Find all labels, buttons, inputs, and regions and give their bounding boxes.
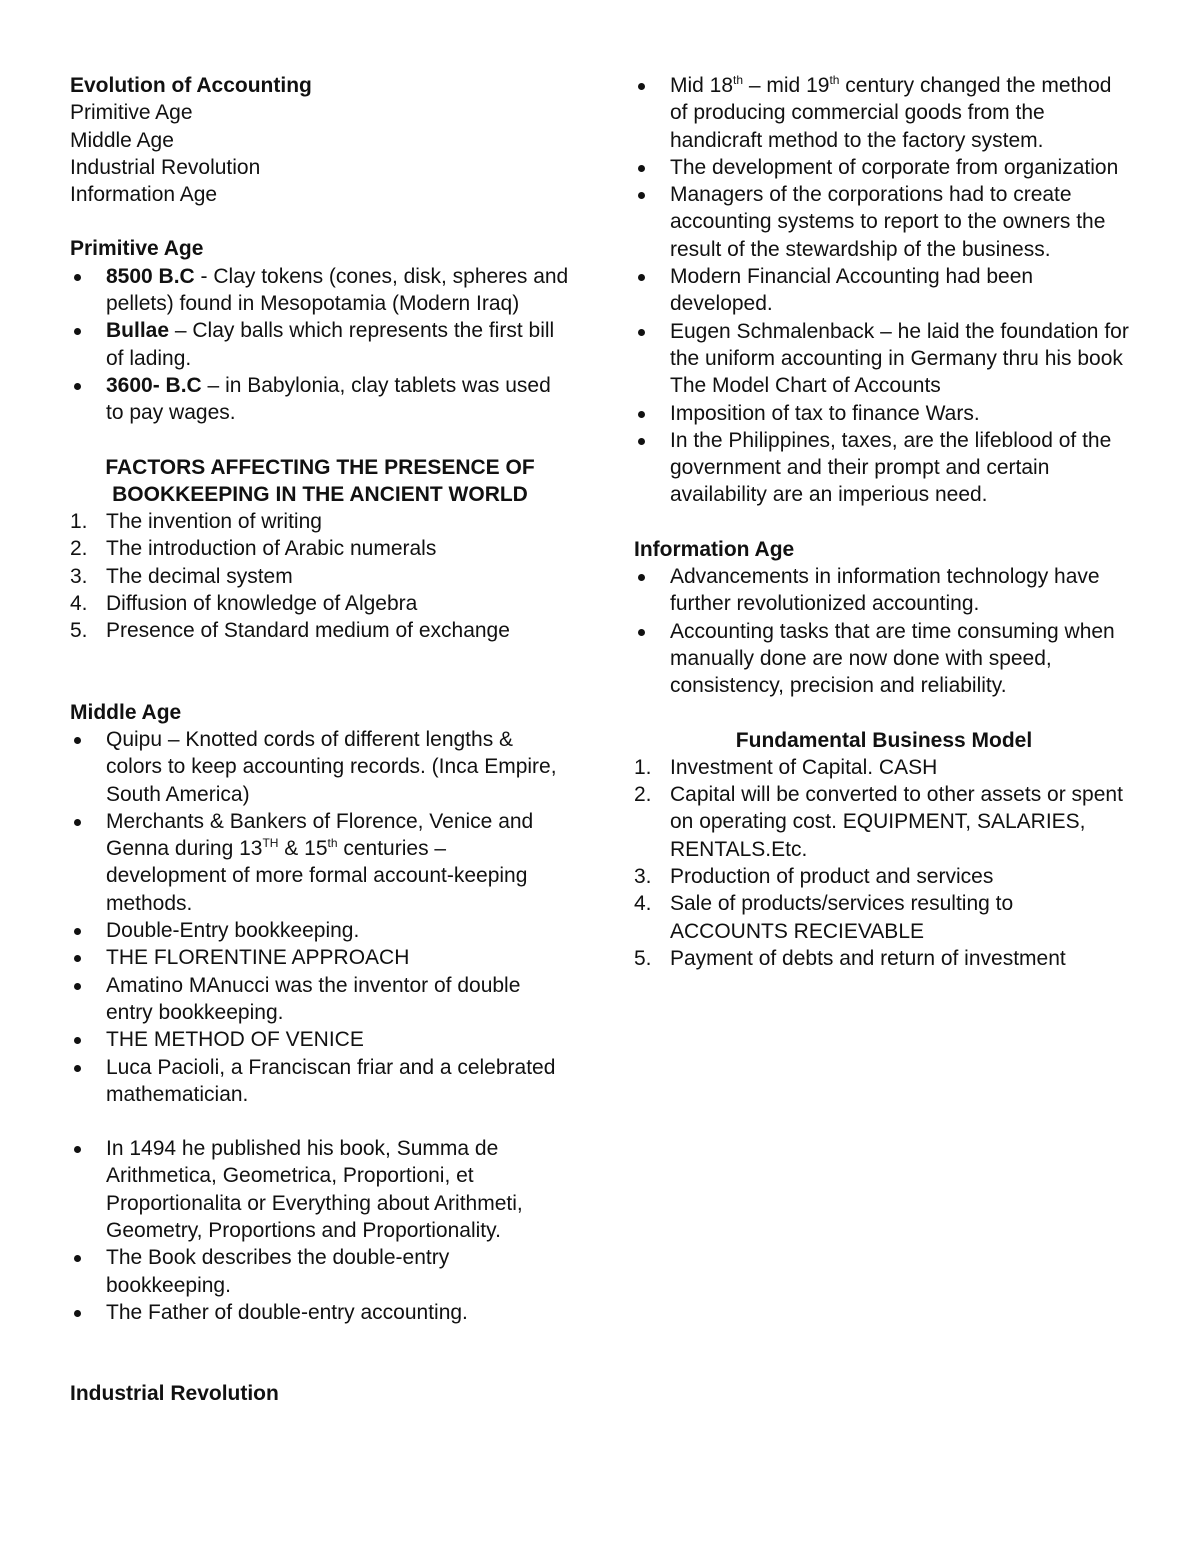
bullet-icon [74, 274, 81, 281]
age-list-item: Information Age [70, 183, 218, 207]
information-age-list [634, 563, 1134, 699]
bullet-icon [74, 1065, 81, 1072]
list-item: Amatino MAnucci was the inventor of double entry bookkeeping. [70, 972, 570, 1027]
bullet-icon [74, 1255, 81, 1262]
list-item: Quipu – Knotted cords of different lengths & colors to keep accounting records. (Inca Empire, South America) [70, 726, 570, 808]
list-item: 2. The introduction of Arabic numerals [70, 537, 437, 561]
bullet-icon [74, 383, 81, 390]
business-model-heading: Fundamental Business Model [735, 728, 1033, 752]
list-item: 2. Capital will be converted to other assets or spent on operating cost. EQUIPMENT, SALARIES, RENTALS.Etc. [634, 783, 1123, 861]
list-item: 3. Production of product and services [634, 865, 994, 889]
factors-heading: FACTORS AFFECTING THE PRESENCE OF [105, 455, 535, 479]
list-item: 5. Presence of Standard medium of exchange [70, 619, 510, 643]
bullet-icon [74, 1310, 81, 1317]
list-item: 3. The decimal system [70, 564, 293, 588]
bullet-icon [638, 438, 645, 445]
list-item: The development of corporate from organization [634, 154, 1134, 181]
list-item: Advancements in information technology have further revolutionized accounting. [634, 563, 1134, 618]
list-item: Imposition of tax to finance Wars. [634, 400, 1134, 427]
middle-age-heading: Middle Age [70, 700, 182, 724]
document-title: Evolution of Accounting [70, 74, 312, 97]
list-item: 8500 B.C - Clay tokens (cones, disk, spheres and pellets) found in Mesopotamia (Modern Iraq) [70, 263, 570, 318]
list-item: 1. The invention of writing [70, 510, 322, 534]
age-list-item: Industrial Revolution [70, 155, 261, 179]
list-item: The Book describes the double-entry bookkeeping. [70, 1244, 570, 1299]
industrial-revolution-heading: Industrial Revolution [70, 1382, 279, 1406]
bullet-icon [74, 983, 81, 990]
bullet-icon [638, 629, 645, 636]
business-model-list [634, 754, 1134, 972]
list-item: In 1494 he published his book, Summa de Arithmetica, Geometrica, Proportioni, et Proportionalita or Everything about Arithmeti, Geometry, Proportions and Proportionality. [70, 1135, 570, 1244]
bullet-icon [74, 819, 81, 826]
list-item: 4. Diffusion of knowledge of Algebra [70, 592, 418, 616]
list-item: 4. Sale of products/services resulting to ACCOUNTS RECIEVABLE [634, 892, 1014, 943]
list-item: Managers of the corporations had to create accounting systems to report to the owners the result of the stewardship of the business. [634, 181, 1134, 263]
bullet-icon [638, 274, 645, 281]
list-item: 3600- B.C – in Babylonia, clay tablets was used to pay wages. [70, 372, 570, 427]
bullet-icon [74, 928, 81, 935]
list-item: Accounting tasks that are time consuming when manually done are now done with speed, consistency, precision and reliability. [634, 618, 1134, 700]
list-item: 1. Investment of Capital. CASH [634, 755, 938, 779]
middle-age-list [70, 726, 570, 1108]
list-item: In the Philippines, taxes, are the lifeblood of the government and their prompt and certain availability are an imperious need. [634, 427, 1134, 509]
left-column [70, 72, 570, 1407]
list-item: Eugen Schmalenback – he laid the foundation for the uniform accounting in Germany thru his book The Model Chart of Accounts [634, 318, 1134, 400]
bullet-icon [74, 328, 81, 335]
list-item: Luca Pacioli, a Franciscan friar and a celebrated mathematician. [70, 1054, 570, 1109]
bullet-icon [638, 165, 645, 172]
list-item: Mid 18th – mid 19th century changed the method of producing commercial goods from the handicraft method to the factory system. [634, 72, 1134, 154]
bullet-icon [74, 1037, 81, 1044]
right-column [634, 72, 1134, 972]
bullet-icon [638, 329, 645, 336]
factors-heading: BOOKKEEPING IN THE ANCIENT WORLD [112, 482, 528, 506]
primitive-age-heading: Primitive Age [70, 237, 204, 261]
list-item: Merchants & Bankers of Florence, Venice and Genna during 13TH & 15th centuries – development of more formal account-keeping methods. [70, 808, 570, 917]
list-item: Double-Entry bookkeeping. [70, 917, 570, 944]
bullet-icon [638, 83, 645, 90]
information-age-heading: Information Age [634, 537, 795, 561]
bullet-icon [74, 737, 81, 744]
bullet-icon [638, 192, 645, 199]
industrial-revolution-list [634, 72, 1134, 509]
list-item: THE METHOD OF VENICE [70, 1026, 570, 1053]
list-item: Bullae – Clay balls which represents the first bill of lading. [70, 317, 570, 372]
list-item: Modern Financial Accounting had been developed. [634, 263, 1134, 318]
age-list-item: Middle Age [70, 128, 174, 152]
bullet-icon [638, 574, 645, 581]
bullet-icon [74, 955, 81, 962]
list-item: 5. Payment of debts and return of investment [634, 946, 1066, 970]
middle-age-list-continued [70, 1135, 570, 1326]
list-item: The Father of double-entry accounting. [70, 1299, 570, 1326]
primitive-age-list [70, 263, 570, 427]
list-item: THE FLORENTINE APPROACH [70, 944, 570, 971]
factors-list [70, 508, 570, 644]
bullet-icon [638, 411, 645, 418]
bullet-icon [74, 1146, 81, 1153]
age-list-item: Primitive Age [70, 101, 193, 125]
